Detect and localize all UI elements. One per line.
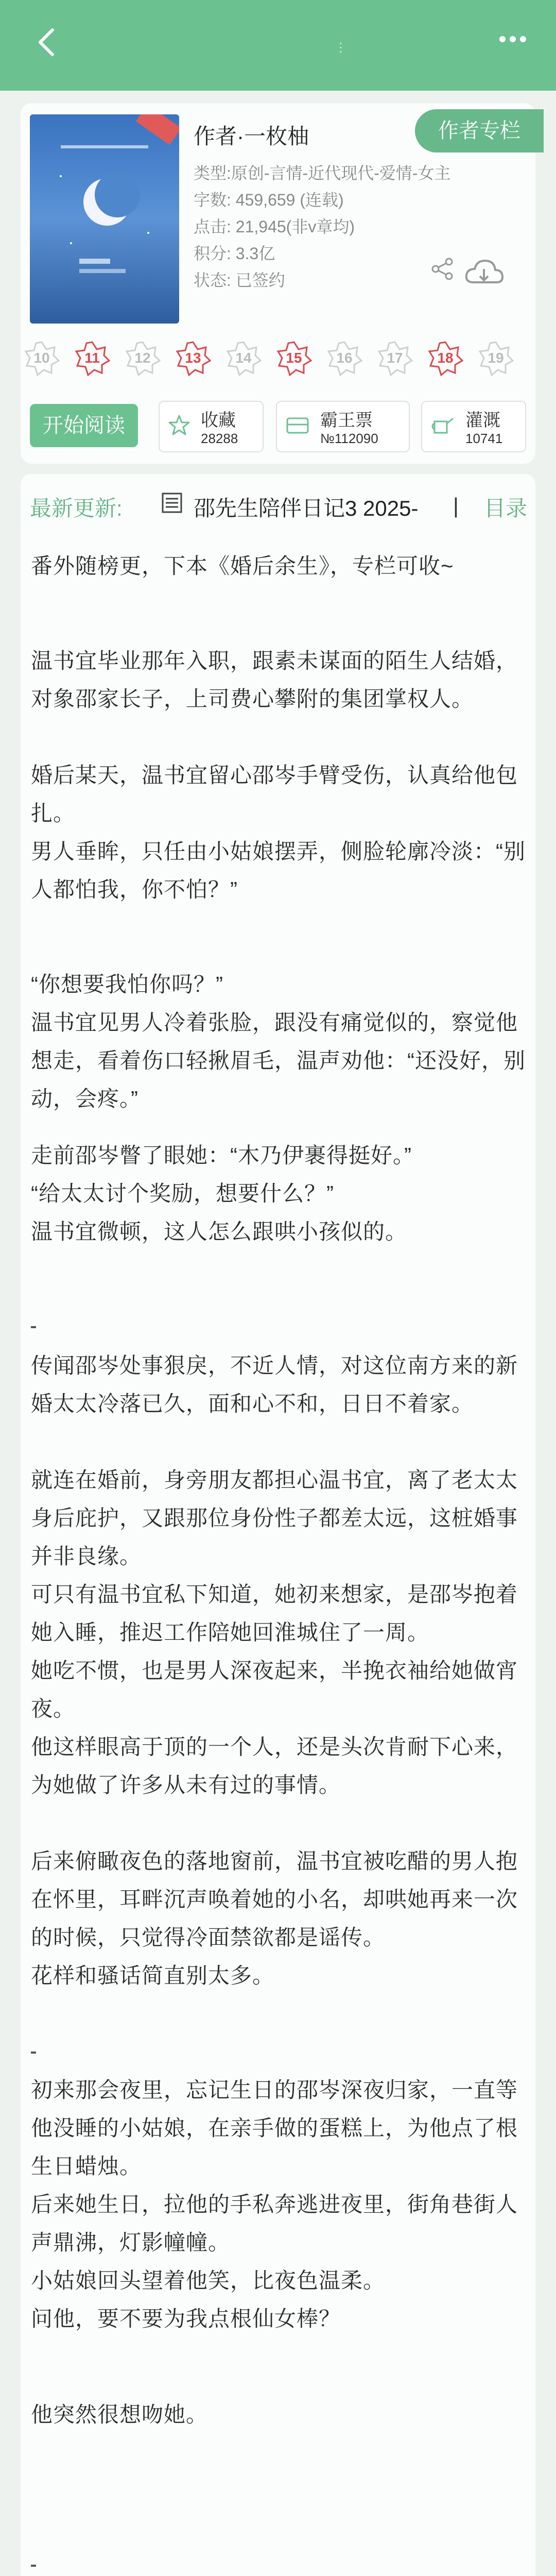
- irrigate-label: 灌溉: [465, 411, 500, 430]
- badge-number: 15: [286, 350, 302, 366]
- synopsis-paragraph: 传闻邵岑处事狠戾，不近人情，对这位南方来的新婚太太冷落已久，面和心不和，日日不着家。: [31, 1353, 518, 1416]
- download-cloud-icon[interactable]: [463, 257, 505, 290]
- badge-flower-icon: [478, 340, 514, 376]
- synopsis-paragraph: 后来她生日，拉他的手私奔逃进夜里，街角巷街人声鼎沸，灯影幢幢。: [31, 2192, 518, 2255]
- favorite-count: 28288: [201, 431, 238, 446]
- synopsis-paragraph: “你想要我怕你吗？”: [31, 972, 223, 996]
- favorite-button[interactable]: [159, 401, 264, 452]
- sign-status: 状态: 已签约: [194, 271, 285, 290]
- chapter-list-icon: [160, 490, 184, 515]
- action-row: [30, 401, 524, 452]
- synopsis-paragraph: 就连在婚前，身旁朋友都担心温书宜，离了老太太身后庇护，又跟那位身份性子都差太远，这桩婚事并非良缘。: [31, 1468, 518, 1568]
- synopsis-paragraph: 花样和骚话简直别太多。: [31, 1963, 275, 1988]
- synopsis-paragraph: 番外随榜更，下本《婚后余生》，专栏可收~: [31, 554, 454, 578]
- badge-number: 14: [235, 350, 252, 366]
- irrigate-count: 10741: [465, 431, 503, 446]
- synopsis-paragraph: 温书宜见男人冷着张脸，跟没有痛觉似的，察觉他想走，看着伤口轻揪眉毛，温声劝他：“还没好，别动，会疼。”: [31, 1010, 526, 1111]
- badge-flower-icon: [276, 340, 312, 376]
- synopsis-paragraph: 他这样眼高于顶的一个人，还是头次肯耐下心来，为她做了许多从未有过的事情。: [31, 1735, 518, 1797]
- synopsis-paragraph: 婚后某天，温书宜留心邵岑手臂受伤，认真给他包扎。: [31, 763, 518, 825]
- synopsis-paragraph: 后来俯瞰夜色的落地窗前，温书宜被吃醋的男人抱在怀里，耳畔沉声唤着她的小名，却哄她再来一次的时候，只觉得冷面禁欲都是谣传。: [31, 1849, 518, 1950]
- badge-number: 16: [336, 350, 353, 366]
- synopsis-paragraph: 问他，要不要为我点根仙女棒？: [31, 2307, 341, 2331]
- synopsis-paragraph: 可只有温书宜私下知道，她初来想家，是邵岑抱着她入睡，推迟工作陪她回淮城住了一周。: [31, 1582, 518, 1645]
- start-reading-button[interactable]: 开始阅读: [30, 404, 138, 447]
- latest-chapter-title[interactable]: 邵先生陪伴日记3 2025-: [194, 496, 419, 520]
- latest-update-label: 最新更新:: [30, 496, 123, 520]
- separator: |: [453, 494, 459, 518]
- badge-flower-icon: [24, 340, 60, 376]
- synopsis-paragraph: 他突然很想吻她。: [31, 2402, 208, 2427]
- synopsis-paragraph: 温书宜微顿，这人怎么跟哄小孩似的。: [31, 1219, 408, 1244]
- favorite-label: 收藏: [201, 411, 236, 430]
- drag-handle: ⋮: [335, 41, 347, 55]
- badge-flower-icon: [125, 340, 161, 376]
- share-icon[interactable]: [430, 257, 455, 281]
- word-count: 字数: 459,659 (连载): [194, 191, 344, 209]
- badge-flower-icon: [326, 340, 362, 376]
- divider-dash: [31, 1326, 36, 1328]
- divider-dash: [31, 2052, 36, 2054]
- nutrient-badges: [24, 340, 533, 382]
- book-cover[interactable]: [30, 114, 179, 324]
- badge-number: 17: [387, 350, 403, 366]
- badge-number: 11: [84, 350, 100, 366]
- badge-number: 10: [33, 350, 50, 366]
- book-type: 类型:原创-言情-近代现代-爱情-女主: [194, 164, 451, 182]
- badge-flower-icon: [427, 340, 463, 376]
- author-name[interactable]: 作者·一枚柚: [194, 124, 309, 148]
- score: 积分: 3.3亿: [194, 244, 275, 263]
- watering-can-icon: [430, 414, 455, 437]
- synopsis-paragraph: 温书宜毕业那年入职，跟素未谋面的陌生人结婚，对象邵家长子，上司费心攀附的集团掌权人。: [31, 649, 518, 711]
- author-column-button[interactable]: 作者专栏: [415, 109, 544, 152]
- divider-dash: [31, 2565, 36, 2567]
- ticket-icon: [285, 414, 310, 437]
- star-icon: [168, 414, 190, 437]
- synopsis-paragraph: 小姑娘回头望着他笑，比夜色温柔。: [31, 2268, 386, 2293]
- badge-flower-icon: [175, 340, 211, 376]
- bawang-ticket-button[interactable]: [276, 401, 410, 452]
- synopsis-paragraph: “给太太讨个奖励，想要什么？”: [31, 1181, 334, 1206]
- synopsis: [21, 533, 535, 2576]
- badge-flower-icon: [74, 340, 110, 376]
- badge-number: 13: [185, 350, 201, 366]
- badge-flower-icon: [377, 340, 413, 376]
- more-icon[interactable]: [498, 34, 527, 44]
- click-count: 点击: 21,945(非v章均): [194, 217, 355, 236]
- badge-number: 19: [488, 350, 504, 366]
- synopsis-paragraph: 初来那会夜里，忘记生日的邵岑深夜归家，一直等他没睡的小姑娘，在亲手做的蛋糕上，为他点了根生日蜡烛。: [31, 2078, 518, 2178]
- synopsis-paragraph: 走前邵岑瞥了眼她：“木乃伊裹得挺好。”: [31, 1143, 412, 1167]
- badge-number: 18: [437, 350, 454, 366]
- synopsis-paragraph: 男人垂眸，只任由小姑娘摆弄，侧脸轮廓冷淡：“别人都怕我，你不怕？”: [31, 839, 526, 902]
- back-arrow-icon[interactable]: [36, 27, 57, 58]
- table-of-contents-link[interactable]: 目录: [483, 496, 527, 520]
- bawang-count: №112090: [320, 431, 378, 446]
- badge-flower-icon: [225, 340, 262, 376]
- synopsis-paragraph: 她吃不惯，也是男人深夜起来，半挽衣袖给她做宵夜。: [31, 1658, 518, 1721]
- badge-number: 12: [134, 350, 151, 366]
- irrigate-button[interactable]: [421, 401, 526, 452]
- bawang-label: 霸王票: [320, 411, 373, 430]
- top-bar: [0, 0, 556, 91]
- latest-update-bar[interactable]: [21, 474, 535, 533]
